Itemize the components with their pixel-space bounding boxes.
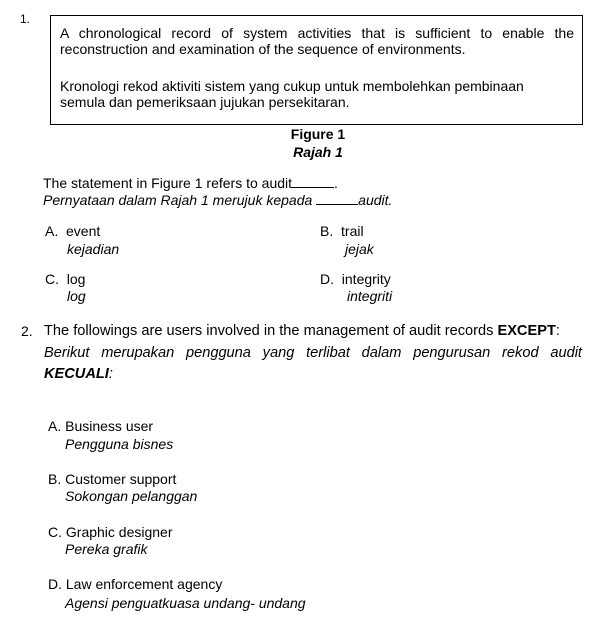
q2-option-c[interactable] [48, 524, 173, 540]
stem-english-end: : [555, 323, 560, 339]
answer-blank-malay [316, 192, 358, 205]
stem-english-text: The followings are users involved in the management of audit records [44, 323, 494, 339]
q1-option-b[interactable] [320, 223, 364, 239]
q2-option-b[interactable] [48, 471, 176, 487]
q1-option-d[interactable] [320, 271, 391, 287]
figure-1-english-line-2: reconstruction and examination of the sequence of environments. [60, 41, 466, 57]
question-1-stem-english [43, 175, 338, 191]
q2-option-a-malay: Pengguna bisnes [65, 436, 174, 452]
question-1-number: 1. [20, 12, 31, 26]
option-english: trail [341, 223, 364, 239]
figure-caption-english: Figure 1 [290, 126, 346, 142]
figure-1-english-line-1: A chronological record of system activities that is sufficient to enable the [60, 25, 574, 41]
stem-malay-end: : [108, 366, 113, 382]
option-english: Law enforcement agency [65, 576, 223, 592]
stem-english-text: The statement in Figure 1 refers to audit [43, 175, 293, 191]
option-english: event [66, 223, 101, 239]
stem-malay-text: Pernyataan dalam Rajah 1 merujuk kepada [43, 192, 313, 208]
q1-option-c-malay: log [67, 288, 86, 304]
q2-option-a[interactable] [48, 418, 153, 434]
question-2-stem-english [44, 323, 560, 339]
option-letter: D. [48, 576, 62, 592]
option-letter: B. [320, 223, 334, 239]
option-letter: A. [45, 223, 59, 239]
stem-english-end: . [334, 175, 338, 191]
q1-option-a[interactable] [45, 223, 100, 239]
stem-kecuali-label: KECUALI [44, 366, 109, 382]
figure-1-malay-line-2: semula dan pemeriksaan jujukan persekitaran. [60, 94, 350, 110]
option-letter: D. [320, 271, 334, 287]
q2-option-d[interactable] [48, 576, 222, 592]
q2-option-c-malay: Pereka grafik [65, 541, 148, 557]
question-1-stem-malay [43, 192, 392, 208]
stem-except-label: EXCEPT [497, 323, 556, 339]
option-english: Business user [65, 418, 154, 434]
q2-option-b-malay: Sokongan pelanggan [65, 488, 198, 504]
option-english: log [66, 271, 86, 287]
q1-option-c[interactable] [45, 271, 85, 287]
answer-blank [292, 175, 334, 188]
figure-1-malay-line-1: Kronologi rekod aktiviti sistem yang cukup untuk membolehkan pembinaan [60, 78, 524, 94]
q1-option-b-malay: jejak [345, 241, 374, 257]
stem-malay-end: audit. [358, 192, 393, 208]
question-2-number: 2. [21, 323, 33, 339]
option-letter: C. [45, 271, 59, 287]
option-english: integrity [341, 271, 391, 287]
option-english: Graphic designer [65, 524, 173, 540]
question-2-stem-malay-line-1: Berikut merupakan pengguna yang terlibat dalam pengurusan rekod audit [44, 345, 582, 361]
q1-option-a-malay: kejadian [67, 241, 120, 257]
question-2-stem-malay-line-2 [44, 366, 113, 382]
q2-option-d-malay: Agensi penguatkuasa undang- undang [65, 595, 306, 611]
option-letter: C. [48, 524, 62, 540]
option-letter: B. [48, 471, 62, 487]
q1-option-d-malay: integriti [347, 288, 393, 304]
option-english: Customer support [65, 471, 177, 487]
figure-caption-malay: Rajah 1 [293, 144, 343, 160]
option-letter: A. [48, 418, 62, 434]
